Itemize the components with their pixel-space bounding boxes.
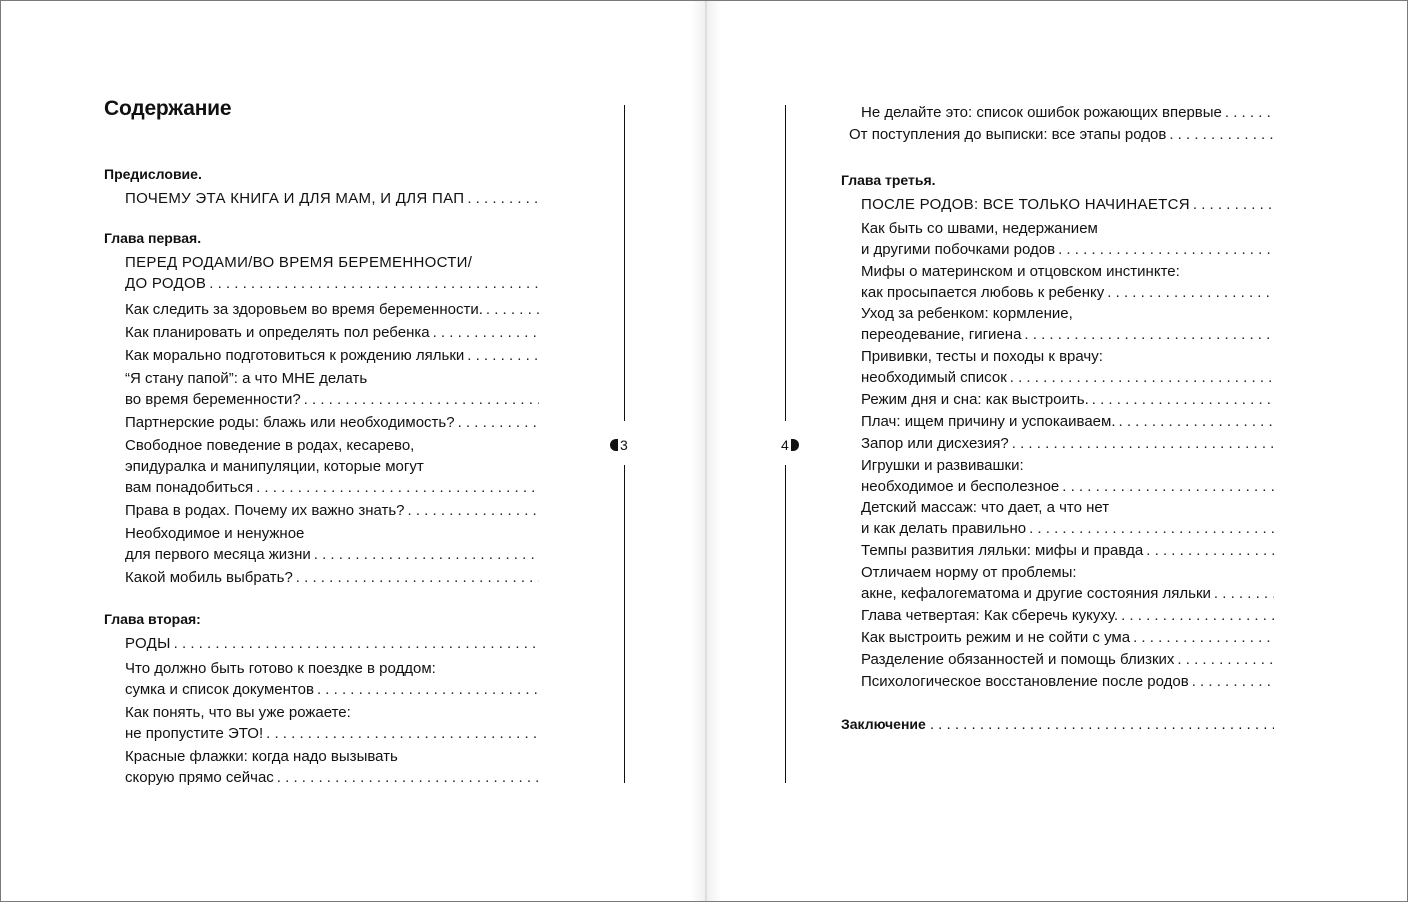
toc-entry[interactable]: Как следить за здоровьем во время беременности. . . .	[125, 299, 539, 320]
toc-entry[interactable]: Как понять, что вы уже рожаете: не пропустите ЭТО! . . .	[125, 702, 539, 744]
toc-entry[interactable]: Права в родах. Почему их важно знать? . . .	[125, 500, 539, 521]
right-page	[706, 1, 1408, 901]
toc-entry[interactable]: Игрушки и развивашки: необходимое и бесполезное . . .	[861, 455, 1274, 497]
toc-entry[interactable]: Как быть со швами, недержанием и другими побочками родов . . .	[861, 218, 1274, 260]
toc-entry[interactable]: Партнерские роды: блажь или необходимость? . . .	[125, 412, 539, 433]
toc-entry[interactable]: Плач: ищем причину и успокаиваем. . . .	[861, 411, 1274, 432]
chapter-2-heading: Глава вторая:	[104, 611, 201, 627]
chapter-3-heading: Глава третья.	[841, 172, 936, 188]
margin-rule-bottom	[785, 465, 786, 783]
toc-entry[interactable]: Какой мобиль выбрать? . . .	[125, 567, 539, 588]
margin-rule-top	[785, 105, 786, 421]
toc-entry[interactable]: ПОЧЕМУ ЭТА КНИГА И ДЛЯ МАМ, И ДЛЯ ПАП . . .	[125, 188, 539, 209]
toc-entry[interactable]: Что должно быть готово к поездке в роддом: сумка и список документов . . .	[125, 658, 539, 700]
page-number: 3	[610, 437, 628, 453]
toc-entry[interactable]: Не делайте это: список ошибок рожающих впервые . . .	[861, 102, 1274, 123]
toc-entry[interactable]: Темпы развития ляльки: мифы и правда . . .	[861, 540, 1274, 561]
page-title: Содержание	[104, 97, 232, 120]
margin-rule-top	[624, 105, 625, 421]
toc-entry[interactable]: Прививки, тесты и походы к врачу: необходимый список . . .	[861, 346, 1274, 388]
toc-entry[interactable]: Детский массаж: что дает, а что нет и как делать правильно . . .	[861, 497, 1274, 539]
toc-entry[interactable]: Свободное поведение в родах, кесарево, эпидуралка и манипуляции, которые могут вам понадобиться . . .	[125, 435, 539, 498]
chapter-1-title[interactable]: ПЕРЕД РОДАМИ/ВО ВРЕМЯ БЕРЕМЕННОСТИ/ ДО РОДОВ . . .	[125, 252, 539, 294]
toc-entry[interactable]: Разделение обязанностей и помощь близких . . .	[861, 649, 1274, 670]
toc-entry[interactable]: Мифы о материнском и отцовском инстинкте: как просыпается любовь к ребенку . . .	[861, 261, 1274, 303]
toc-entry[interactable]: Уход за ребенком: кормление, переодевание, гигиена . . .	[861, 303, 1274, 345]
toc-entry[interactable]: Режим дня и сна: как выстроить. . . .	[861, 389, 1274, 410]
toc-entry[interactable]: Психологическое восстановление после родов . . .	[861, 671, 1274, 692]
toc-entry[interactable]: Отличаем норму от проблемы: акне, кефалогематома и другие состояния ляльки . . .	[861, 562, 1274, 604]
toc-entry[interactable]: От поступления до выписки: все этапы родов . . .	[849, 124, 1274, 145]
toc-entry[interactable]: Запор или дисхезия? . . .	[861, 433, 1274, 454]
toc-entry[interactable]: Необходимое и ненужное для первого месяца жизни . . .	[125, 523, 539, 565]
foreword-heading: Предисловие.	[104, 166, 202, 182]
left-page	[1, 1, 701, 901]
chapter-3-title[interactable]: ПОСЛЕ РОДОВ: ВСЕ ТОЛЬКО НАЧИНАЕТСЯ . . .	[861, 194, 1274, 215]
chapter-2-title[interactable]: РОДЫ . . .	[125, 633, 539, 654]
toc-entry[interactable]: Глава четвертая: Как сберечь кукуху. . . .	[861, 605, 1274, 626]
toc-entry[interactable]: Как планировать и определять пол ребенка . . .	[125, 322, 539, 343]
toc-entry[interactable]: “Я стану папой”: а что МНЕ делать во время беременности? . . .	[125, 368, 539, 410]
toc-entry[interactable]: Как выстроить режим и не сойти с ума . . .	[861, 627, 1274, 648]
conclusion-entry[interactable]: Заключение . . .	[841, 714, 1274, 735]
toc-entry[interactable]: Красные флажки: когда надо вызывать скорую прямо сейчас . . .	[125, 746, 539, 788]
half-circle-icon	[791, 439, 799, 451]
page-number: 4	[781, 437, 799, 453]
toc-entry[interactable]: Как морально подготовиться к рождению ляльки . . .	[125, 345, 539, 366]
chapter-1-heading: Глава первая.	[104, 230, 202, 246]
margin-rule-bottom	[624, 465, 625, 783]
half-circle-icon	[610, 439, 618, 451]
